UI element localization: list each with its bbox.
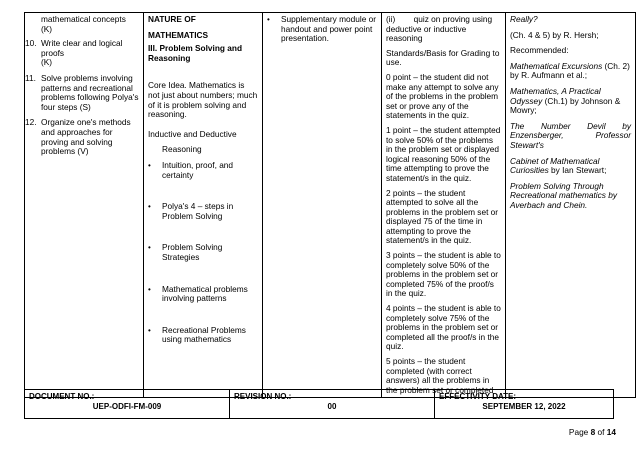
references-cell <box>506 13 636 398</box>
bullet-icon: • <box>148 243 151 253</box>
topics-cell <box>144 13 263 398</box>
bullet-icon: • <box>148 284 151 294</box>
list-item: • Supplementary module or handout and power point presentation. <box>267 14 377 44</box>
criterion-1: 1 point – the student attempted to solve 50% of the problems in the problem set or displayed logical reasoning 50% of the time attempting to prove the statement/s in the quiz. <box>386 124 501 183</box>
criterion-0: 0 point – the student did not make any attempt to solve any of the problems in the problem set or prove any of the statements in the quiz. <box>386 71 499 121</box>
table-row <box>25 13 636 398</box>
objective-item-12: 12. Organize one's methods and approaches for proving and solving problems (V) <box>25 117 131 157</box>
subtopic: Inductive and Deductive <box>148 128 237 139</box>
criterion-2: 2 points – the student attempted to solve all the problems in the problem set or displayed 75 of the time in attempting to prove the statement/s in the quiz. <box>386 187 499 246</box>
assessment-cell <box>382 13 506 398</box>
bullet-icon: • <box>148 202 151 212</box>
objective-item-11: 11. Solve problems involving patterns and recreational problems following Polya's four steps (S) <box>25 72 139 112</box>
criterion-4: 4 points – the student is able to completely solve 75% of the problems in the problem set or completed all the proof/s in the quiz. <box>386 303 501 352</box>
page-number: Page 8 of 14 <box>568 427 616 437</box>
core-idea: Core Idea. Mathematics is not just about numbers; much of it is problem solving and reasoning. <box>148 80 258 120</box>
list-item: • Polya's 4 – steps in Problem Solving <box>148 201 234 221</box>
reference-item: Mathematical Excursions (Ch. 2) by R. Aufmann et al.; <box>510 60 630 81</box>
topic-heading: III. Problem Solving and Reasoning <box>148 43 243 63</box>
reference-item: Cabinet of Mathematical Curiosities by Ian Stewart; <box>510 155 607 176</box>
activity-bullets <box>267 15 377 44</box>
reference-line: (Ch. 4 & 5) by R. Hersh; <box>510 29 599 40</box>
list-item: • Intuition, proof, and certainty <box>148 159 234 180</box>
criterion-3: 3 points – the student is able to completely solve 50% of the problems in the problem set or completed 75% of the proof/s in the quiz. <box>386 250 501 299</box>
criterion-5: 5 points – the student completed (with correct answers) all the problems in the problem set or completed <box>386 356 494 395</box>
reference-item: Problem Solving Through Recreational mathematics by Averbach and Chein. <box>510 180 617 210</box>
topic-heading: NATURE OF <box>148 14 196 24</box>
objectives-cell <box>25 13 144 398</box>
topic-heading: MATHEMATICS <box>148 29 209 40</box>
table-row <box>25 390 614 419</box>
document-number-cell: DOCUMENT NO.: UEP-ODFI-FM-009 <box>25 390 230 419</box>
activities-cell <box>263 13 382 398</box>
list-item: • Mathematical problems involving patterns <box>148 283 248 304</box>
revision-number-cell: REVISION NO.: 00 <box>230 390 435 419</box>
subtopic: Reasoning <box>162 144 202 155</box>
course-content-table <box>24 12 636 398</box>
objectives-list <box>25 38 139 157</box>
effectivity-date-cell: EFFECTIVITY DATE: SEPTEMBER 12, 2022 <box>435 390 614 419</box>
topic-bullets <box>148 161 258 345</box>
list-item: • Problem Solving Strategies <box>148 242 223 262</box>
recommended-label: Recommended: <box>510 45 569 56</box>
objective-fragment: mathematical concepts (K) <box>41 14 126 34</box>
objective-item-10: 10. Write clear and logical proofs (K) <box>25 38 123 68</box>
reference-item: The Number Devil by Enzensberger, Professor Stewart's <box>510 120 631 150</box>
grading-standards: Standards/Basis for Grading to use. <box>386 47 500 68</box>
assessment-intro: (ii) quiz on proving using deductive or inductive reasoning <box>386 14 495 44</box>
list-item: • Recreational Problems using mathematics <box>148 324 246 345</box>
bullet-icon: • <box>267 15 270 24</box>
reference-line: Really? <box>510 14 538 24</box>
bullet-icon: • <box>148 160 151 170</box>
reference-item: Mathematics, A Practical Odyssey (Ch.1) by Johnson & Mowry; <box>510 85 621 116</box>
document-footer <box>24 389 614 419</box>
bullet-icon: • <box>148 325 151 335</box>
